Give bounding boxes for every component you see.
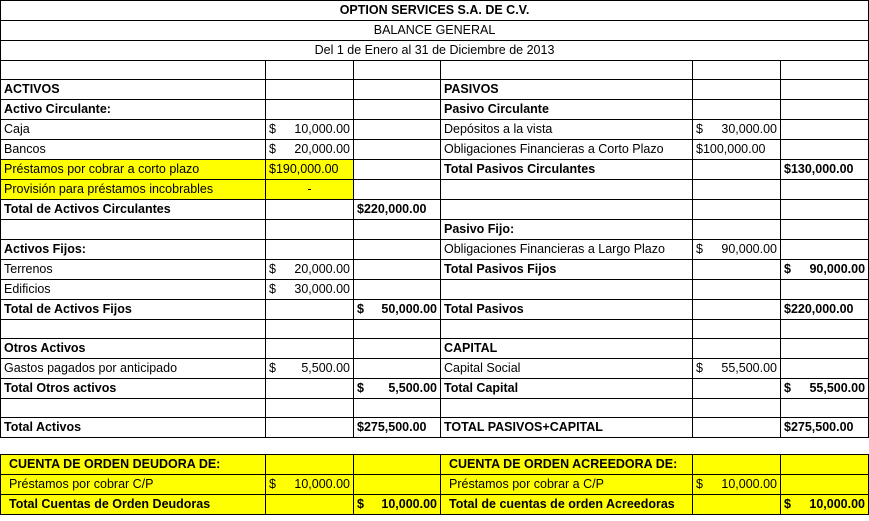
liability-total (781, 240, 869, 260)
asset-amount (266, 418, 354, 438)
liability-total: $130,000.00 (781, 160, 869, 180)
liability-total: $220,000.00 (781, 300, 869, 320)
liability-amount (693, 280, 781, 300)
asset-total (354, 260, 441, 280)
asset-label: CUENTA DE ORDEN DEUDORA DE: (1, 455, 266, 475)
liability-amount (693, 220, 781, 240)
asset-total (354, 280, 441, 300)
asset-total (354, 455, 441, 475)
asset-amount (266, 200, 354, 220)
liability-amount (693, 160, 781, 180)
amount-value: 5,500.00 (388, 381, 437, 395)
currency-symbol: $ (269, 361, 276, 375)
liability-label (441, 399, 693, 418)
liability-amount (693, 240, 781, 260)
liability-amount (693, 455, 781, 475)
liability-amount (693, 399, 781, 418)
currency-symbol: $ (696, 122, 703, 136)
asset-amount (266, 300, 354, 320)
currency-symbol: $ (696, 477, 703, 491)
currency-symbol: $ (269, 477, 276, 491)
liability-total (781, 455, 869, 475)
liability-label (441, 320, 693, 339)
amount-value: 10,000.00 (381, 497, 437, 511)
asset-label: Total Otros activos (1, 379, 266, 399)
amount-value: 5,500.00 (301, 361, 350, 375)
liability-label: Depósitos a la vista (441, 120, 693, 140)
asset-total (354, 160, 441, 180)
asset-total (354, 320, 441, 339)
liability-label: Capital Social (441, 359, 693, 379)
liability-amount (693, 260, 781, 280)
liability-amount (693, 359, 781, 379)
liability-total (781, 475, 869, 495)
currency-symbol: $ (784, 497, 791, 511)
asset-total (354, 220, 441, 240)
asset-label: Provisión para préstamos incobrables (1, 180, 266, 200)
amount-value: 90,000.00 (809, 262, 866, 276)
asset-amount (266, 495, 354, 515)
asset-total (354, 240, 441, 260)
table-row (1, 260, 869, 280)
currency-symbol: $ (696, 242, 703, 256)
liability-amount: $100,000.00 (693, 140, 781, 160)
asset-total (354, 300, 441, 320)
liability-label: Obligaciones Financieras a Corto Plazo (441, 140, 693, 160)
liability-total (781, 339, 869, 359)
asset-label: Préstamos por cobrar a corto plazo (1, 160, 266, 180)
asset-label (1, 399, 266, 418)
asset-amount (266, 120, 354, 140)
liability-label (441, 180, 693, 200)
table-row (1, 280, 869, 300)
liability-label: Total Pasivos Circulantes (441, 160, 693, 180)
asset-label: Total Cuentas de Orden Deudoras (1, 495, 266, 515)
asset-label: Activos Fijos: (1, 240, 266, 260)
asset-total (354, 339, 441, 359)
table-row (1, 495, 869, 515)
table-row (1, 339, 869, 359)
asset-amount (266, 399, 354, 418)
table-row (1, 300, 869, 320)
liability-amount (693, 180, 781, 200)
asset-amount (266, 220, 354, 240)
asset-amount (266, 100, 354, 120)
amount-value: 50,000.00 (381, 302, 437, 316)
asset-total (354, 80, 441, 100)
asset-total (354, 379, 441, 399)
amount-value: 10,000.00 (294, 477, 350, 491)
asset-amount (266, 240, 354, 260)
currency-symbol: $ (696, 361, 703, 375)
liability-label: PASIVOS (441, 80, 693, 100)
liability-label: Total Capital (441, 379, 693, 399)
liability-label: Total Pasivos Fijos (441, 260, 693, 280)
asset-label: Total de Activos Circulantes (1, 200, 266, 220)
liability-amount (693, 80, 781, 100)
liability-amount (693, 100, 781, 120)
asset-amount (266, 280, 354, 300)
amount-value: 10,000.00 (809, 497, 865, 511)
asset-label: ACTIVOS (1, 80, 266, 100)
table-row (1, 379, 869, 399)
asset-amount (266, 475, 354, 495)
memorandum-accounts-table (0, 454, 869, 515)
liability-total (781, 280, 869, 300)
currency-symbol: $ (357, 302, 364, 316)
amount-value: 20,000.00 (294, 142, 350, 156)
table-row (1, 120, 869, 140)
asset-label: Caja (1, 120, 266, 140)
currency-symbol: $ (269, 282, 276, 296)
report-title: BALANCE GENERAL (1, 21, 869, 41)
liability-amount (693, 339, 781, 359)
amount-value: 55,500.00 (721, 361, 777, 375)
asset-amount: $190,000.00 (266, 160, 354, 180)
asset-total (354, 359, 441, 379)
liability-total (781, 399, 869, 418)
liability-total (781, 320, 869, 339)
asset-label (1, 320, 266, 339)
currency-symbol: $ (357, 381, 364, 395)
company-title: OPTION SERVICES S.A. DE C.V. (1, 1, 869, 21)
asset-label (1, 220, 266, 240)
asset-total (354, 100, 441, 120)
liability-label (441, 280, 693, 300)
liability-amount (693, 495, 781, 515)
asset-amount: - (266, 180, 354, 200)
asset-amount (266, 455, 354, 475)
liability-label: TOTAL PASIVOS+CAPITAL (441, 418, 693, 438)
liability-total (781, 61, 869, 80)
table-row (1, 140, 869, 160)
asset-total (354, 120, 441, 140)
amount-value: 90,000.00 (721, 242, 777, 256)
liability-total (781, 140, 869, 160)
liability-total (781, 100, 869, 120)
liability-label (441, 61, 693, 80)
liability-label: Obligaciones Financieras a Largo Plazo (441, 240, 693, 260)
amount-value: 30,000.00 (721, 122, 777, 136)
asset-label: Edificios (1, 280, 266, 300)
currency-symbol: $ (784, 262, 791, 276)
liability-total (781, 495, 869, 515)
asset-total (354, 475, 441, 495)
asset-amount (266, 379, 354, 399)
currency-symbol: $ (269, 142, 276, 156)
table-row (1, 80, 869, 100)
amount-value: 10,000.00 (721, 477, 777, 491)
liability-amount (693, 61, 781, 80)
liability-label (441, 200, 693, 220)
table-row (1, 359, 869, 379)
table-row (1, 399, 869, 418)
spacer (0, 438, 868, 454)
asset-total (354, 61, 441, 80)
liability-total: $275,500.00 (781, 418, 869, 438)
liability-label: Total Pasivos (441, 300, 693, 320)
liability-total (781, 379, 869, 399)
table-row (1, 180, 869, 200)
asset-total: $220,000.00 (354, 200, 441, 220)
liability-amount (693, 320, 781, 339)
liability-label: Total de cuentas de orden Acreedoras (441, 495, 693, 515)
asset-amount (266, 260, 354, 280)
report-period: Del 1 de Enero al 31 de Diciembre de 2013 (1, 41, 869, 61)
liability-label: Pasivo Circulante (441, 100, 693, 120)
table-row (1, 220, 869, 240)
currency-symbol: $ (784, 381, 791, 395)
asset-total (354, 495, 441, 515)
liability-total (781, 120, 869, 140)
amount-value: 55,500.00 (809, 381, 866, 395)
asset-label: Otros Activos (1, 339, 266, 359)
asset-amount (266, 80, 354, 100)
asset-label: Préstamos por cobrar C/P (1, 475, 266, 495)
asset-label: Terrenos (1, 260, 266, 280)
asset-label: Activo Circulante: (1, 100, 266, 120)
currency-symbol: $ (269, 122, 276, 136)
liability-label: CAPITAL (441, 339, 693, 359)
asset-label: Gastos pagados por anticipado (1, 359, 266, 379)
asset-amount (266, 320, 354, 339)
asset-total (354, 399, 441, 418)
asset-total: $275,500.00 (354, 418, 441, 438)
asset-label: Total de Activos Fijos (1, 300, 266, 320)
asset-total (354, 140, 441, 160)
table-row (1, 240, 869, 260)
table-row (1, 160, 869, 180)
liability-total (781, 359, 869, 379)
asset-label: Bancos (1, 140, 266, 160)
asset-label: Total Activos (1, 418, 266, 438)
amount-value: 30,000.00 (294, 282, 350, 296)
asset-amount (266, 359, 354, 379)
asset-amount (266, 339, 354, 359)
liability-total (781, 200, 869, 220)
liability-amount (693, 300, 781, 320)
amount-value: 20,000.00 (294, 262, 350, 276)
currency-symbol: $ (357, 497, 364, 511)
asset-amount (266, 140, 354, 160)
table-row (1, 320, 869, 339)
liability-amount (693, 418, 781, 438)
liability-total (781, 180, 869, 200)
liability-total (781, 220, 869, 240)
table-row (1, 475, 869, 495)
liability-label: Préstamos por cobrar a C/P (441, 475, 693, 495)
liability-total (781, 80, 869, 100)
liability-total (781, 260, 869, 280)
asset-label (1, 61, 266, 80)
amount-value: 10,000.00 (294, 122, 350, 136)
asset-amount (266, 61, 354, 80)
asset-total (354, 180, 441, 200)
liability-amount (693, 120, 781, 140)
currency-symbol: $ (269, 262, 276, 276)
table-row (1, 61, 869, 80)
liability-label: Pasivo Fijo: (441, 220, 693, 240)
gap-row-table (0, 438, 868, 454)
liability-amount (693, 200, 781, 220)
liability-amount (693, 379, 781, 399)
liability-label: CUENTA DE ORDEN ACREEDORA DE: (441, 455, 693, 475)
table-row (1, 200, 869, 220)
table-row (1, 455, 869, 475)
table-row (1, 418, 869, 438)
table-row (1, 100, 869, 120)
liability-amount (693, 475, 781, 495)
